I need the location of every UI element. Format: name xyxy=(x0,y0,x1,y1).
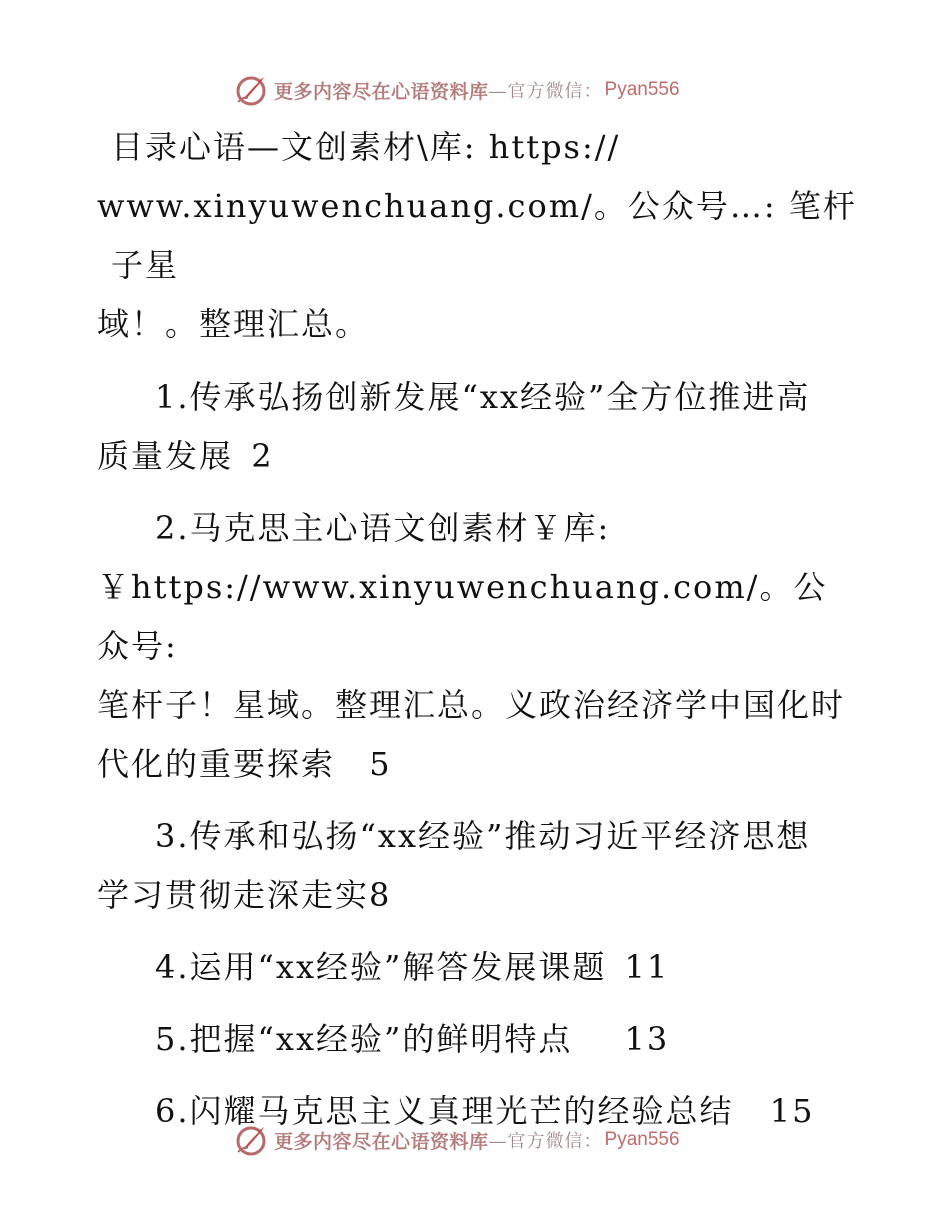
toc-item-title: 代化的重要探索 xyxy=(97,745,336,783)
toc-page-number: 8 xyxy=(369,876,392,914)
document-body xyxy=(97,118,857,1154)
intro-line: 域！。整理汇总。 xyxy=(97,305,370,343)
toc-item-1 xyxy=(97,368,857,486)
toc-item-title: 4.运用“xx经验”解答发展课题 xyxy=(155,948,607,986)
feather-pen-circle-logo-icon xyxy=(234,72,270,108)
banner-wechat-id: Pyan556 xyxy=(604,79,680,100)
intro-line: 目录心语—文创素材\库: https:// xyxy=(111,128,621,166)
toc-item-title: 1.传承弘扬创新发展“xx经验”全方位推进高 xyxy=(155,378,811,416)
intro-paragraph xyxy=(97,118,857,354)
toc-item-3 xyxy=(97,807,857,925)
toc-item-title: 2.马克思主心语文创素材￥库: xyxy=(155,509,611,547)
toc-item-5 xyxy=(97,1010,857,1069)
toc-item-title: ￥https://www.xinyuwenchuang.com/。公众号: xyxy=(97,568,828,665)
toc-item-title: 3.传承和弘扬“xx经验”推动习近平经济思想 xyxy=(155,817,811,855)
banner-main-text: 更多内容尽在心语资料库 xyxy=(274,80,489,103)
toc-item-2 xyxy=(97,499,857,794)
footer-watermark-banner xyxy=(234,1120,680,1160)
toc-item-title: 笔杆子！星域。整理汇总。义政治经济学中国化时 xyxy=(97,686,846,724)
banner-sub-text: —官方微信： xyxy=(488,1131,603,1152)
toc-item-title: 学习贯彻走深走实 xyxy=(97,876,370,914)
feather-pen-circle-logo-icon xyxy=(234,1122,270,1158)
banner-sub-text: —官方微信： xyxy=(488,81,603,102)
toc-page-number: 11 xyxy=(624,948,670,986)
banner-main-text: 更多内容尽在心语资料库 xyxy=(274,1130,489,1153)
toc-page-number: 13 xyxy=(624,1020,670,1058)
banner-wechat-id: Pyan556 xyxy=(604,1129,680,1150)
toc-page-number: 2 xyxy=(251,437,274,475)
toc-item-title: 6.闪耀马克思主义真理光芒的经验总结 xyxy=(155,1092,734,1130)
toc-page-number: 5 xyxy=(369,745,392,783)
header-watermark-banner xyxy=(234,70,680,110)
toc-page-number: 15 xyxy=(769,1092,815,1130)
toc-item-title: 质量发展 xyxy=(97,437,234,475)
intro-line: www.xinyuwenchuang.com/。公众号…: 笔杆子星 xyxy=(97,187,857,284)
toc-item-4 xyxy=(97,938,857,997)
toc-item-title: 5.把握“xx经验”的鲜明特点 xyxy=(155,1020,573,1058)
